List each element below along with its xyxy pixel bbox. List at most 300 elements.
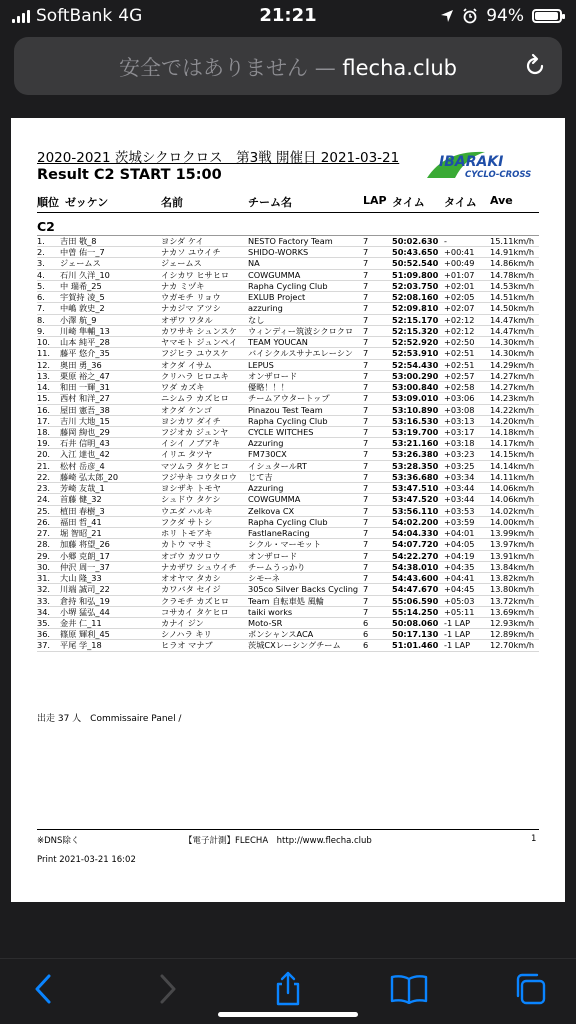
racer-name: 篠原 輝利_45 [60,629,110,640]
col-gap: タイム [444,196,477,209]
team-name: Moto-SR [248,617,283,628]
table-row [37,494,539,505]
team-name: じて吉 [248,471,273,482]
team-name: オンザロード [248,370,298,381]
racer-kana: オザワ ワタル [161,314,213,325]
footer-note: ※DNS除く [37,836,80,846]
results-table [37,236,539,652]
lap-count: 7 [363,415,369,426]
racer-name: 芳崎 友哉_1 [60,483,105,494]
lap-count: 7 [363,539,369,550]
time-gap: +02:50 [444,337,475,348]
print-date: Print 2021-03-21 16:02 [37,855,136,865]
time-gap: +03:23 [444,449,475,460]
lap-count: 7 [363,404,369,415]
racer-kana: イリエ タツヤ [161,449,213,460]
result-position: 7. [37,303,45,314]
result-position: 18. [37,426,51,437]
time-gap: +03:18 [444,438,475,449]
result-position: 10. [37,337,51,348]
table-row [37,292,539,303]
average-speed: 13.69km/h [490,606,535,617]
racer-name: 首藤 健_32 [60,494,102,505]
finish-time: 53:28.350 [392,460,439,471]
lap-count: 7 [363,393,369,404]
team-name: EXLUB Project [248,292,306,303]
time-gap: +03:34 [444,471,475,482]
lap-count: 7 [363,325,369,336]
racer-name: 藤平 悠介_35 [60,348,110,359]
racer-name: 入江 達也_42 [60,449,110,460]
average-speed: 14.27km/h [490,382,535,393]
time-gap: +00:49 [444,258,475,269]
team-name: COWGUMMA [248,494,301,505]
average-speed: 14.20km/h [490,415,535,426]
table-row [37,596,539,607]
racer-kana: オクダ ケンゴ [161,404,212,415]
team-name: LEPUS [248,359,274,370]
lap-count: 7 [363,584,369,595]
table-row [37,629,539,640]
address-text[interactable] [14,52,562,82]
divider [37,212,539,213]
racer-kana: コサカイ タケヒロ [161,606,229,617]
table-row [37,607,539,618]
team-name: NESTO Factory Team [248,236,333,246]
racer-kana: オゴウ カツロウ [161,550,221,561]
time-gap: +04:01 [444,528,475,539]
team-name: チームうっかり [248,561,306,572]
result-position: 31. [37,573,51,584]
lap-count: 7 [363,337,369,348]
result-position: 22. [37,471,51,482]
result-position: 30. [37,561,51,572]
result-position: 24. [37,494,51,505]
racer-name: 中曽 佑一_7 [60,247,105,258]
result-position: 36. [37,629,51,640]
table-row [37,506,539,517]
result-position: 33. [37,595,51,606]
reload-icon[interactable] [522,53,548,79]
lap-count: 7 [363,449,369,460]
result-position: 3. [37,258,45,269]
average-speed: 12.70km/h [490,640,535,651]
share-icon [272,971,304,1007]
racer-name: 中 瑞希_25 [60,280,102,291]
col-lap: LAP [363,194,387,207]
result-position: 26. [37,516,51,527]
racer-name: 堀 智昭_21 [60,528,102,539]
back-button[interactable] [24,969,64,1009]
carrier-name: SoftBank [36,6,113,26]
tabs-icon [513,972,547,1006]
racer-kana: オクダ イサム [161,359,212,370]
racer-name: ジェームス [60,258,101,269]
result-position: 17. [37,415,51,426]
lap-count: 7 [363,303,369,314]
table-row [37,472,539,483]
status-time: 21:21 [259,5,317,26]
time-gap: +04:41 [444,573,475,584]
lap-count: 7 [363,505,369,516]
team-name: CYCLE WITCHES [248,426,314,437]
table-row [37,405,539,416]
average-speed: 14.51km/h [490,292,535,303]
table-row [37,618,539,629]
result-position: 8. [37,314,45,325]
finish-time: 53:47.510 [392,483,439,494]
average-speed: 14.22km/h [490,404,535,415]
average-speed: 14.47km/h [490,325,535,336]
result-position: 25. [37,505,51,516]
lap-count: 7 [363,247,369,258]
average-speed: 15.11km/h [490,236,535,246]
racer-name: 川崎 隼輔_13 [60,325,110,336]
finish-time: 50:52.540 [392,258,439,269]
team-name: TEAM YOUCAN [248,337,308,348]
finish-time: 50:02.630 [392,236,439,246]
table-row [37,573,539,584]
table-row [37,539,539,550]
average-speed: 13.84km/h [490,561,535,572]
finish-time: 54:07.720 [392,539,439,550]
result-position: 2. [37,247,45,258]
average-speed: 14.30km/h [490,348,535,359]
racer-kana: クリハラ ヒロユキ [161,370,229,381]
share-button[interactable] [268,969,308,1009]
racer-name: 小堺 猛弘_44 [60,606,110,617]
racer-name: 屋田 憲吾_38 [60,404,110,415]
team-name: チームアウタートップ [248,393,330,404]
racer-name: 福田 哲_41 [60,516,102,527]
finish-time: 53:00.290 [392,370,439,381]
finish-time: 53:10.890 [392,404,439,415]
finish-time: 52:52.920 [392,337,439,348]
average-speed: 14.29km/h [490,359,535,370]
result-position: 5. [37,280,45,291]
table-row [37,517,539,528]
lap-count: 7 [363,483,369,494]
table-row [37,258,539,269]
forward-button[interactable] [147,969,187,1009]
finish-time: 51:01.460 [392,640,439,651]
team-name: シクル・マーモット [248,539,322,550]
finish-time: 55:14.250 [392,606,439,617]
table-row [37,236,539,247]
result-position: 34. [37,606,51,617]
lap-count: 7 [363,426,369,437]
lap-count: 7 [363,606,369,617]
team-name: シモーネ [248,573,281,584]
result-position: 16. [37,404,51,415]
average-speed: 14.18km/h [490,426,535,437]
result-position: 23. [37,483,51,494]
racer-kana: ナカソ ユウイチ [161,247,221,258]
racer-name: 倉持 和弘_19 [60,595,110,606]
racer-kana: ウガモチ リョウ [161,292,221,303]
time-gap: +05:11 [444,606,475,617]
racer-name: 金井 仁_11 [60,617,102,628]
time-gap: +00:41 [444,247,475,258]
logo-sub-text: CYCLO-CROSS [465,170,532,180]
racer-name: 石井 信明_43 [60,438,110,449]
racer-kana: ナカ ミヅキ [161,280,205,291]
racer-kana: カナイ ジン [161,617,204,628]
finish-time: 52:15.320 [392,325,439,336]
time-gap: +03:53 [444,505,475,516]
table-row [37,562,539,573]
average-speed: 14.78km/h [490,269,535,280]
racer-kana: シノハラ キリ [161,629,212,640]
team-name: taiki works [248,606,293,617]
table-row [37,337,539,348]
time-gap: +02:07 [444,303,475,314]
time-gap: - [444,236,447,246]
document-page [11,118,565,902]
bookmarks-button[interactable] [389,969,429,1009]
team-name: Azzuring [248,438,284,449]
address-bar[interactable] [14,37,562,95]
team-name: FM730CX [248,449,287,460]
table-row [37,393,539,404]
average-speed: 14.15km/h [490,449,535,460]
status-bar [0,0,576,34]
racer-name: 川端 誠司_22 [60,584,110,595]
team-name: Zelkova CX [248,505,295,516]
col-team: チーム名 [248,196,292,209]
finish-time: 52:03.750 [392,280,439,291]
lap-count: 7 [363,550,369,561]
team-name: ウィンディー筑波シクロクロ [248,325,354,336]
average-speed: 14.14km/h [490,460,535,471]
lap-count: 7 [363,438,369,449]
table-row [37,483,539,494]
result-position: 29. [37,550,51,561]
racer-kana: オオヤマ タカシ [161,573,221,584]
table-row [37,416,539,427]
racer-name: 加藤 将望_26 [60,539,110,550]
result-position: 32. [37,584,51,595]
result-position: 19. [37,438,51,449]
racer-kana: フジオカ ジュンヤ [161,426,229,437]
racer-kana: ヤマモト ジュンペイ [161,337,238,348]
table-row [37,427,539,438]
battery-icon [532,9,562,23]
table-row [37,551,539,562]
finish-time: 50:17.130 [392,629,439,640]
tabs-button[interactable] [510,969,550,1009]
time-gap: +03:13 [444,415,475,426]
average-speed: 14.06km/h [490,494,535,505]
racer-kana: ウエダ ハルキ [161,505,213,516]
lap-count: 7 [363,269,369,280]
lap-count: 6 [363,629,369,640]
average-speed: 14.11km/h [490,471,535,482]
table-row [37,382,539,393]
racer-kana: ヨシザキ トモヤ [161,483,221,494]
col-time: タイム [392,196,425,209]
finish-time: 50:08.060 [392,617,439,628]
finish-time: 51:09.800 [392,269,439,280]
lap-count: 7 [363,382,369,393]
table-row [37,371,539,382]
racer-name: 藤岡 絢也_29 [60,426,110,437]
average-speed: 14.27km/h [490,370,535,381]
racer-name: 平尾 学_18 [60,640,102,651]
racer-name: 和田 一輝_31 [60,382,110,393]
racer-name: 吉田 敬_8 [60,236,97,246]
racer-name: 石川 久洋_10 [60,269,110,280]
result-position: 6. [37,292,45,303]
table-row [37,247,539,258]
time-gap: +02:57 [444,370,475,381]
lap-count: 7 [363,370,369,381]
table-row [37,270,539,281]
table-row [37,326,539,337]
lap-count: 7 [363,471,369,482]
results-column-headers [37,194,539,210]
lap-count: 7 [363,280,369,291]
racer-kana: イシカワ ヒサヒロ [161,269,230,280]
finish-time: 54:47.670 [392,584,439,595]
racer-kana: ニシムラ カズヒロ [161,393,229,404]
result-position: 1. [37,236,45,246]
racer-kana: クラモチ カズヒロ [161,595,230,606]
average-speed: 14.53km/h [490,280,535,291]
lap-count: 7 [363,595,369,606]
time-gap: +04:19 [444,550,475,561]
team-name: SHIDO-WORKS [248,247,309,258]
lap-count: 7 [363,494,369,505]
result-position: 11. [37,348,51,359]
team-name: Rapha Cycling Club [248,415,328,426]
lap-count: 7 [363,359,369,370]
time-gap: -1 LAP [444,617,471,628]
racer-name: 吉川 大地_15 [60,415,110,426]
table-row [37,348,539,359]
racer-name: 中嶋 敦史_2 [60,303,105,314]
finish-time: 54:38.010 [392,561,439,572]
racer-kana: カワサキ シュンスケ [161,325,237,336]
finish-time: 53:16.530 [392,415,439,426]
lap-count: 7 [363,292,369,303]
category-label: C2 [37,219,55,234]
chevron-left-icon [32,973,56,1005]
team-name: 305co Silver Backs Cycling [248,584,359,595]
average-speed: 14.00km/h [490,516,535,527]
time-gap: +04:45 [444,584,475,595]
table-row [37,584,539,595]
average-speed: 13.80km/h [490,584,535,595]
racer-name: 植田 春樹_3 [60,505,105,516]
time-gap: +04:35 [444,561,475,572]
racer-kana: ホリ トモアキ [161,528,213,539]
lap-count: 6 [363,640,369,651]
result-position: 27. [37,528,51,539]
finish-time: 53:56.110 [392,505,439,516]
finish-time: 54:02.200 [392,516,439,527]
team-name: Rapha Cycling Club [248,516,328,527]
team-name: 茨城CXレーシングチーム [248,640,341,651]
average-speed: 13.99km/h [490,528,535,539]
lap-count: 7 [363,561,369,572]
result-position: 15. [37,393,51,404]
home-indicator [218,1012,358,1017]
site-domain: flecha.club [342,56,457,80]
time-gap: +02:51 [444,348,475,359]
lap-count: 7 [363,516,369,527]
time-gap: +03:59 [444,516,475,527]
racer-name: 西村 和洋_27 [60,393,110,404]
racer-name: 大山 隆_33 [60,573,102,584]
time-gap: +02:12 [444,314,475,325]
finish-time: 54:43.600 [392,573,439,584]
finish-time: 55:06.590 [392,595,439,606]
table-row [37,449,539,460]
team-name: なし [248,314,265,325]
average-speed: 12.89km/h [490,629,535,640]
page-number: 1 [531,834,537,844]
racer-kana: シュドウ タケシ [161,494,221,505]
team-name: Azzuring [248,483,284,494]
team-name: NA [248,258,260,269]
team-name: COWGUMMA [248,269,301,280]
racer-kana: フジヒラ ユウスケ [161,348,229,359]
time-gap: +02:05 [444,292,475,303]
racer-kana: ナカザワ シュウイチ [161,561,237,572]
average-speed: 13.82km/h [490,573,535,584]
average-speed: 14.50km/h [490,303,535,314]
team-name: azzuring [248,303,283,314]
divider [37,829,539,830]
racer-kana: ジェームス [161,258,202,269]
finish-time: 50:43.650 [392,247,439,258]
racer-kana: フジサキ コウタロウ [161,471,237,482]
time-gap: +02:58 [444,382,475,393]
result-position: 4. [37,269,45,280]
finish-time: 54:04.330 [392,528,439,539]
result-position: 20. [37,449,51,460]
racer-kana: マツムラ タケヒコ [161,460,229,471]
average-speed: 14.06km/h [490,483,535,494]
table-row [37,640,539,651]
chevron-right-icon [155,973,179,1005]
team-name: バイシクルスサナエレーシン [248,348,353,359]
lap-count: 7 [363,528,369,539]
average-speed: 14.47km/h [490,314,535,325]
racer-name: 栗原 裕之_47 [60,370,110,381]
result-position: 28. [37,539,51,550]
racer-kana: ワダ カズキ [161,382,205,393]
racer-kana: フクダ サトシ [161,516,213,527]
lap-count: 7 [363,236,369,246]
table-row [37,461,539,472]
team-name: ボンシャンスACA [248,629,314,640]
time-gap: +02:12 [444,325,475,336]
time-gap: +03:44 [444,494,475,505]
average-speed: 14.91km/h [490,247,535,258]
finish-time: 53:21.160 [392,438,439,449]
lap-count: 7 [363,258,369,269]
status-right [440,6,562,26]
result-title: Result C2 START 15:00 [37,167,222,183]
racer-kana: カトウ マサミ [161,539,213,550]
col-bib: ゼッケン [65,196,109,209]
average-speed: 14.23km/h [490,393,535,404]
table-row [37,303,539,314]
table-row [37,528,539,539]
racer-kana: イシイ ノブアキ [161,438,221,449]
